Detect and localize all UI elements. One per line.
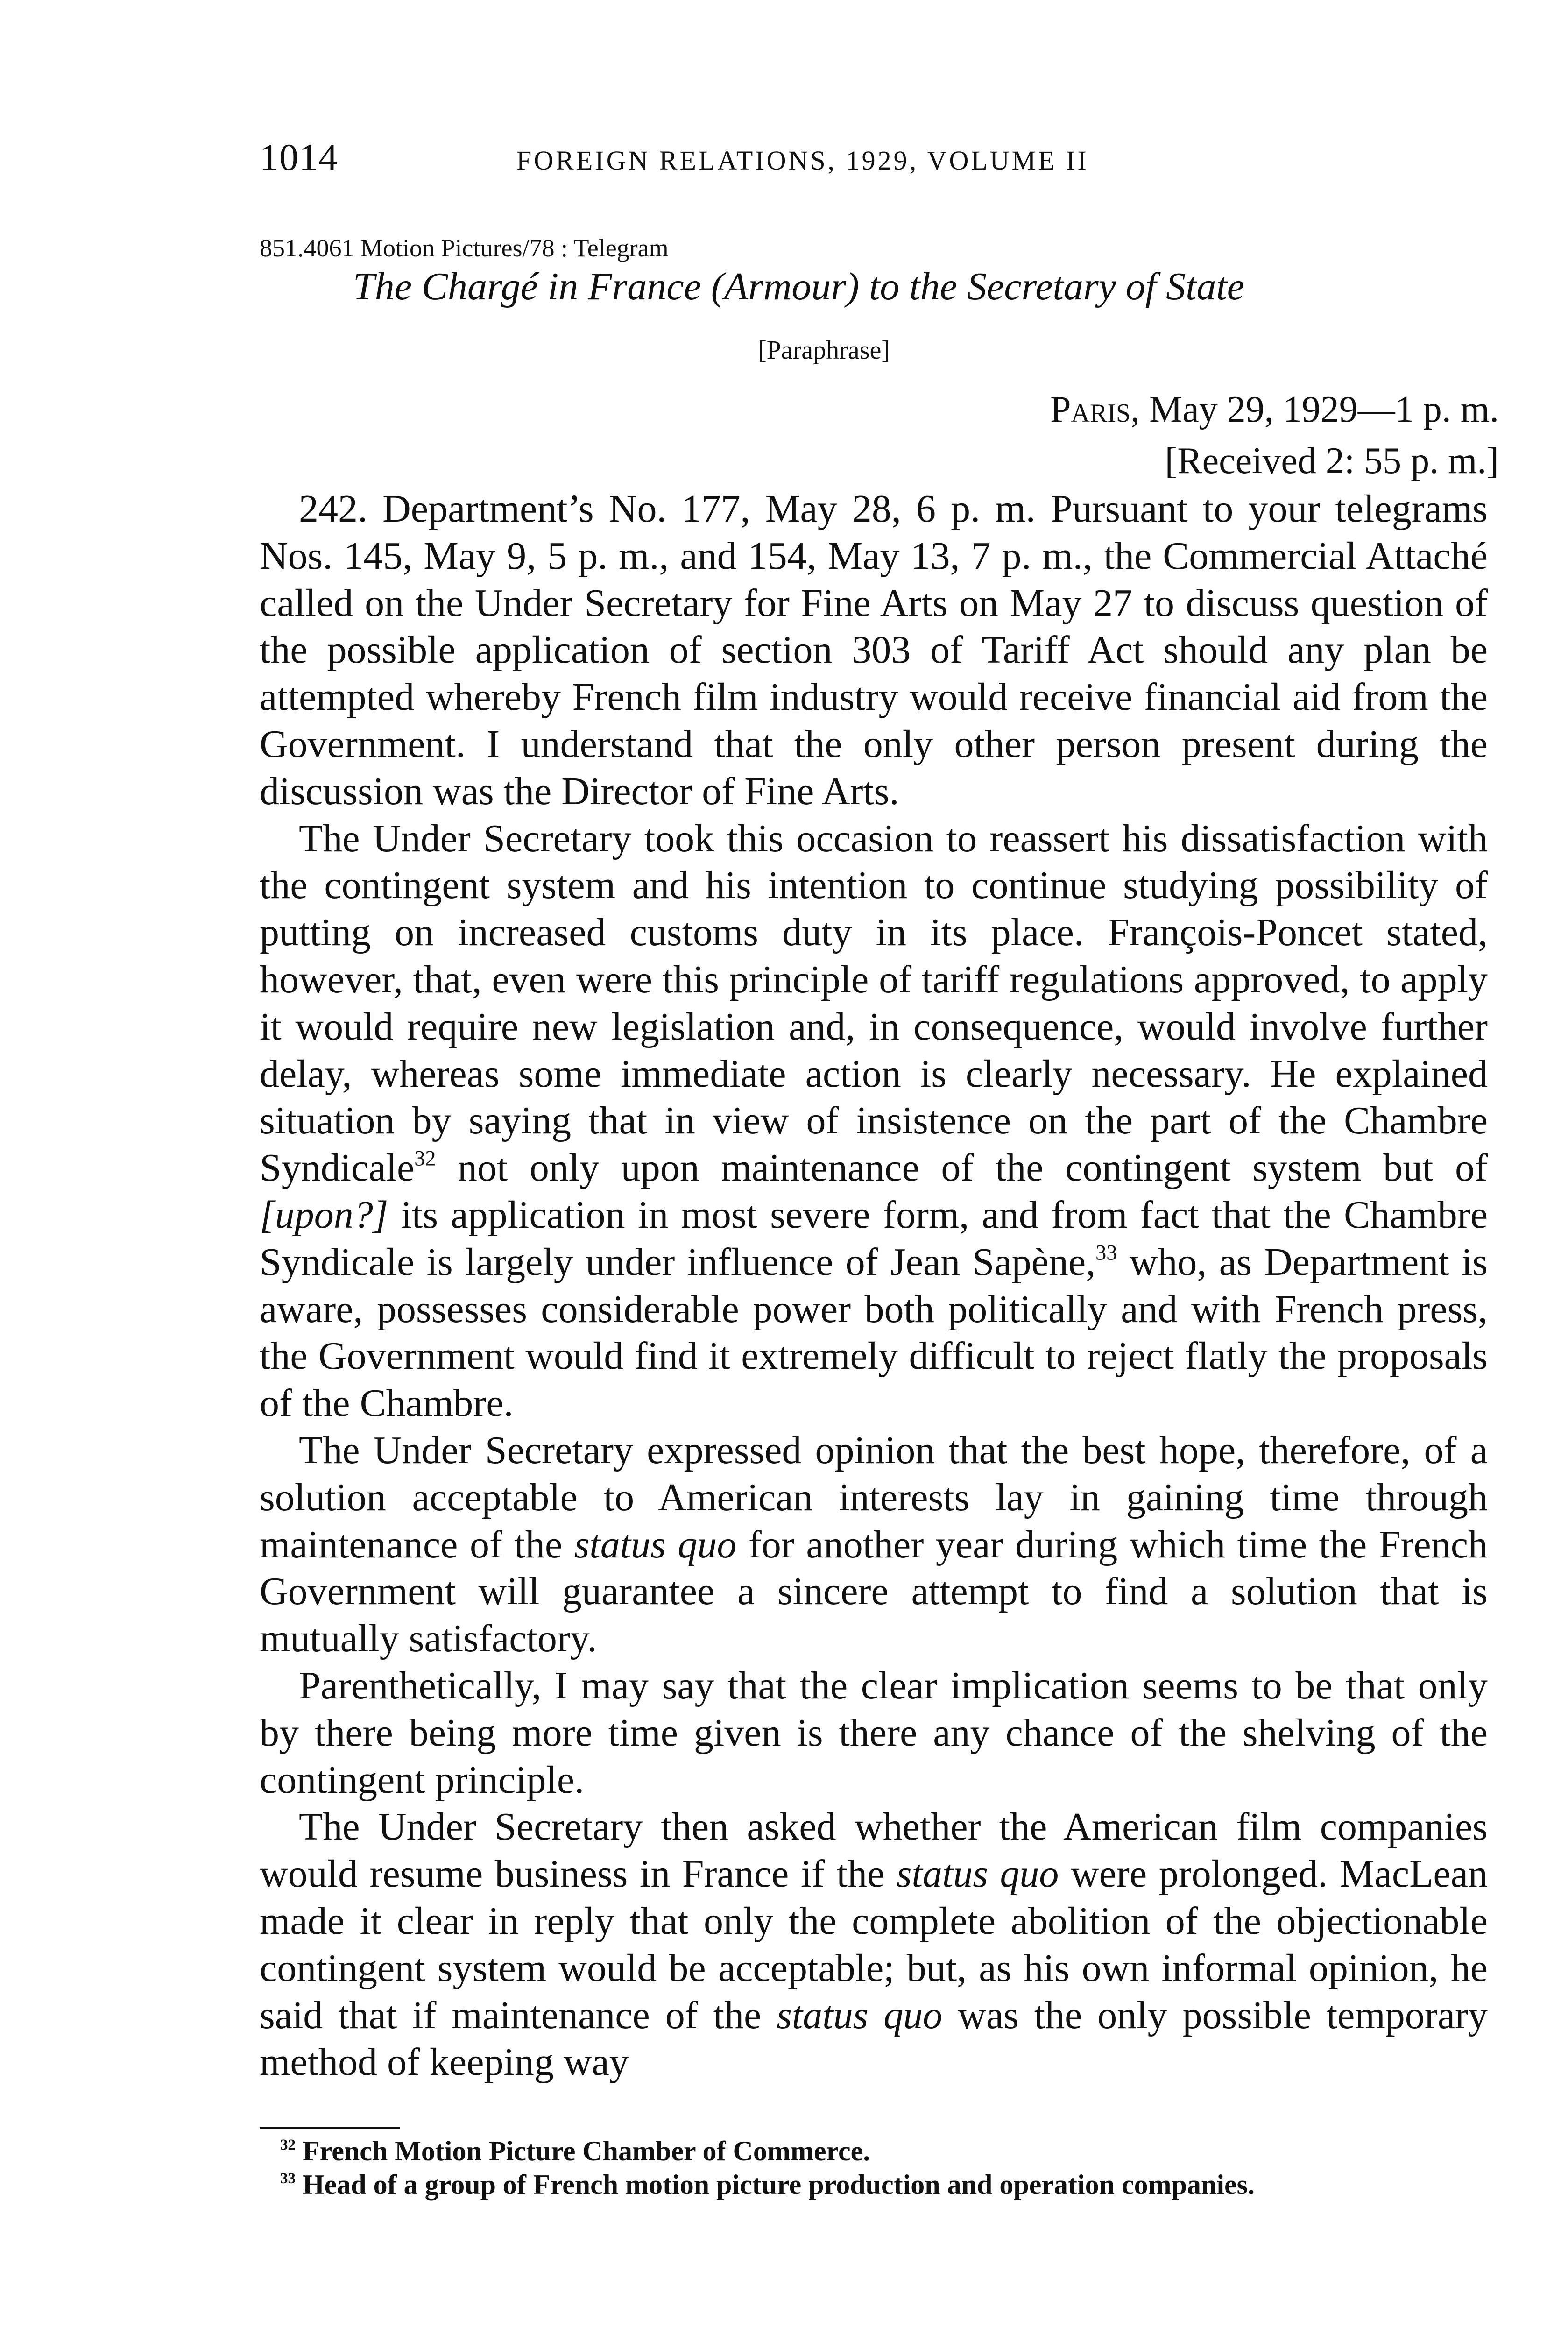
footnote-32	[280, 2134, 1494, 2168]
p5-text-a: The Under Secretary then asked whether the American film companies would resume business in France if the	[260, 1805, 1488, 1896]
footnote-text: Head of a group of French motion picture production and operation companies.	[296, 2169, 1255, 2200]
p5-text-b: were prolonged. MacLean made it clear in reply that only the complete abolition of the objectionable contingent system would be acceptable; but, as his own informal opinion, he said that if maintenance of the	[260, 1852, 1488, 2037]
paragraph-4: Parenthetically, I may say that the clear implication seems to be that only by there being more time given is there any chance of the shelving of the contingent principle.	[260, 1663, 1488, 1802]
footnote-33	[280, 2168, 1494, 2201]
title-part-2: ) to the Secretary of State	[846, 265, 1245, 308]
document-title	[353, 264, 1488, 309]
p3-text-b: for another year during which time the French Government will guarantee a sincere attempt to find a solution that is mutually satisfactory.	[260, 1522, 1488, 1661]
footnote-divider	[260, 2127, 400, 2129]
p5-status-quo-2: status quo	[777, 1993, 943, 2037]
running-head: FOREIGN RELATIONS, 1929, VOLUME II	[516, 145, 1089, 176]
title-name: Armour	[724, 265, 847, 308]
telegram-body	[260, 486, 1488, 2086]
page-header	[260, 135, 1488, 187]
p2-text-c: its application in most severe form, and from fact that the Chambre Syndicale is largely under influence of Jean Sapène,	[260, 1193, 1488, 1284]
paraphrase-note: [Paraphrase]	[758, 336, 890, 365]
p5-text-c: was the only possible temporary method of keeping way	[260, 1993, 1488, 2084]
received-time: [Received 2: 55 p. m.]	[1165, 440, 1499, 481]
page-number: 1014	[260, 136, 338, 178]
p2-text-a: The Under Secretary took this occasion to reassert his dissatisfaction with the contingent system and his intention to continue studying possibility of putting on increased customs duty in its place. François-Poncet stated, however, that, even were this principle of tariff regulations approved, to apply it would require new legislation and, in consequence, would involve further delay, whereas some immediate action is clearly necessary. He explained situation by saying that in view of insistence on the part of the Chambre Syndicale	[260, 816, 1488, 1190]
file-reference: 851.4061 Motion Pictures/78 : Telegram	[260, 234, 669, 262]
p5-status-quo-1: status quo	[896, 1852, 1059, 1896]
dateline	[971, 389, 1499, 431]
dateline-date: May 29, 1929—1 p. m.	[1140, 389, 1499, 430]
paragraph-2	[260, 815, 1488, 1427]
title-part-1: The Chargé in France (	[353, 265, 724, 308]
paragraph-1: 242. Department’s No. 177, May 28, 6 p. m. Pursuant to your telegrams Nos. 145, May 9, 5 p. m., and 154, May 13, 7 p. m., the Commercial Attaché called on the Under Secretary for Fine Arts on May 27 to discuss question of the possible application of section 303 of Tariff Act should any plan be attempted whereby French film industry would receive financial aid from the Government. I understand that the only other person present during the discussion was the Director of Fine Arts.	[260, 487, 1488, 813]
footnote-ref-33: 33	[1095, 1240, 1117, 1265]
p2-text-d: who, as Department is aware, possesses considerable power both politically and with French press, the Government would find it extremely difficult to reject flatly the proposals of the Chambre.	[260, 1240, 1488, 1425]
footnote-marker: 32	[280, 2136, 296, 2153]
paragraph-3	[260, 1427, 1488, 1663]
p3-text-a: The Under Secretary expressed opinion that the best hope, therefore, of a solution acceptable to American interests lay in gaining time through maintenance of the	[260, 1428, 1488, 1566]
p2-text-b: not only upon maintenance of the contingent system but of	[436, 1146, 1488, 1190]
p3-status-quo: status quo	[574, 1522, 737, 1566]
footnote-text: French Motion Picture Chamber of Commerce.	[296, 2136, 870, 2166]
dateline-place: Paris,	[1050, 389, 1140, 430]
footnote-ref-32: 32	[414, 1146, 436, 1170]
footnote-marker: 33	[280, 2170, 296, 2187]
footnotes	[280, 2134, 1494, 2201]
paragraph-5	[260, 1804, 1488, 2086]
p2-upon: [upon?]	[260, 1193, 388, 1237]
